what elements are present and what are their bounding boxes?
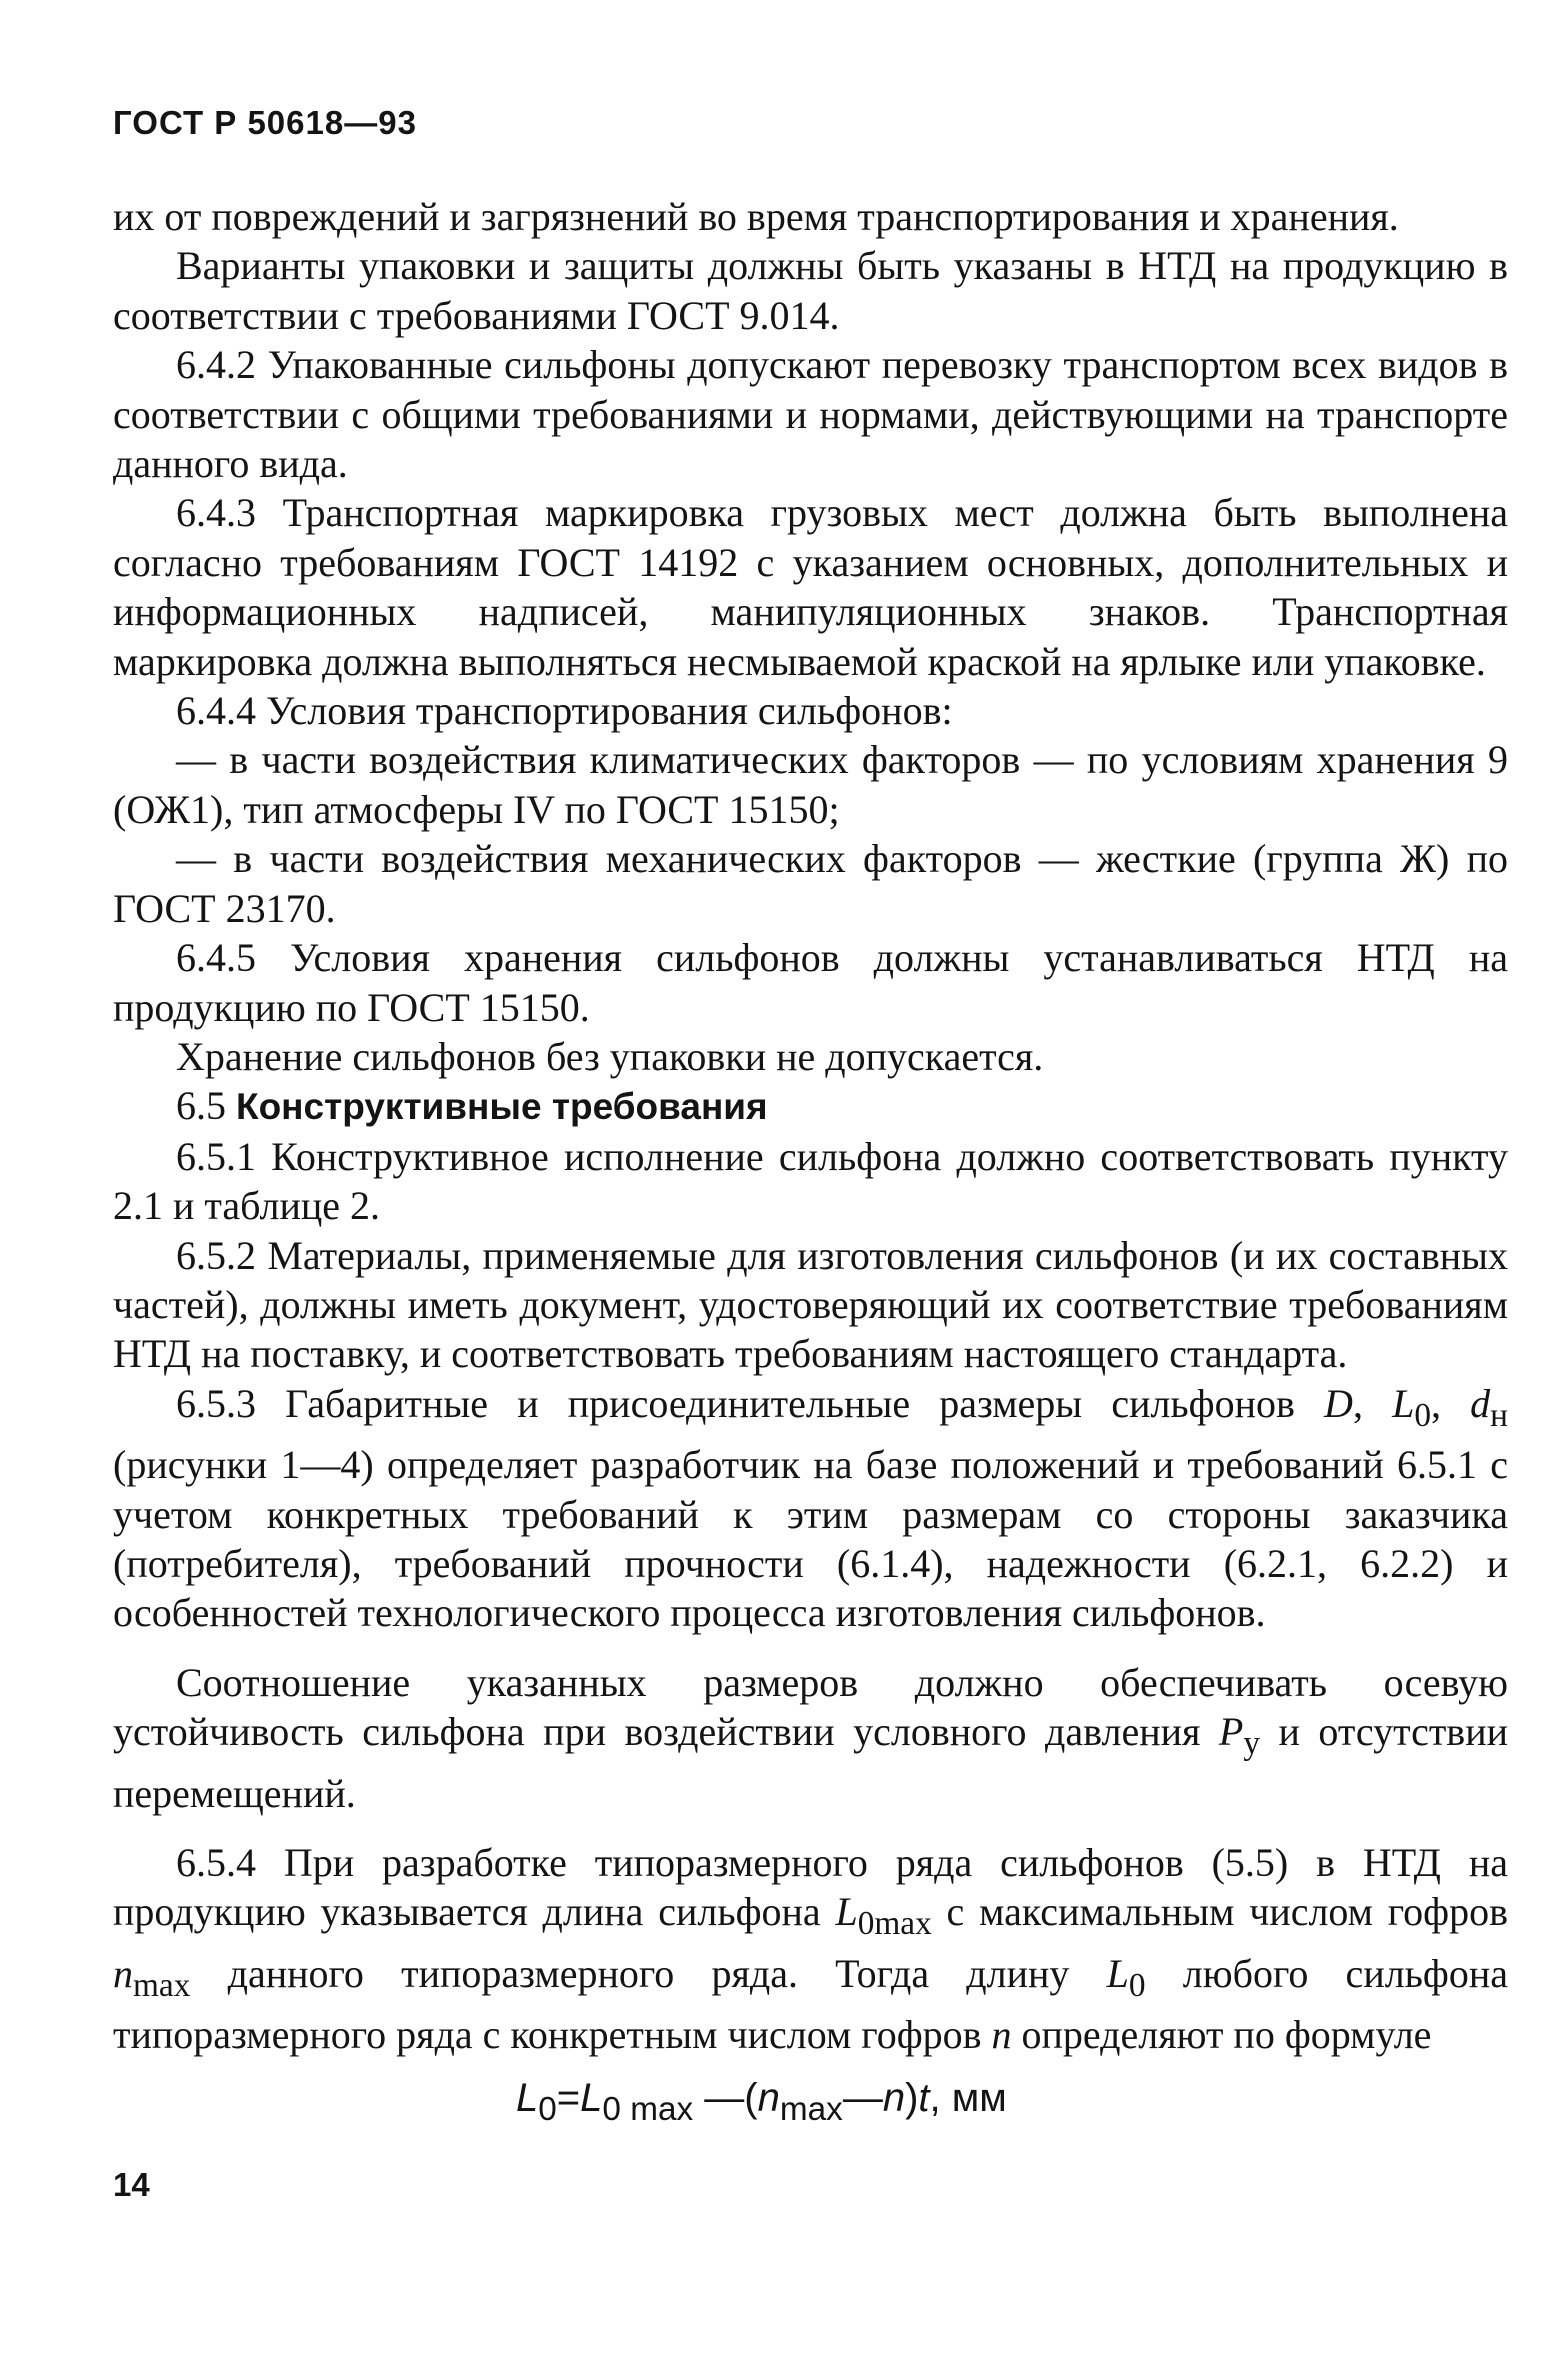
text-run: и отсутствии перемещений. (113, 1709, 1509, 1816)
page-number: 14 (113, 2166, 150, 2203)
operator: — (842, 2075, 883, 2120)
paragraph: 6.5.2 Материалы, применяемые для изготовления сильфонов (и их составных частей), должны иметь документ, удостоверяющий их соответствие требованиям НТД на поставку, и соответствовать требованиям настоящего стандарта. (113, 1232, 1508, 1377)
symbol: n (757, 2075, 780, 2120)
paragraph: 6.4.4 Условия транспортирования сильфонов: (176, 688, 953, 734)
symbol: n (113, 1950, 133, 1996)
text-run: данного типоразмерного ряда. Тогда длину (190, 1950, 1107, 1996)
paragraph (113, 1379, 1508, 1638)
paragraph: Хранение сильфонов без упаковки не допускается. (176, 1033, 1044, 1079)
symbol: L (1106, 1950, 1129, 1996)
operator: = (556, 2075, 581, 2120)
symbol: d (1470, 1380, 1491, 1426)
subscript: 0 (1128, 1966, 1146, 2004)
symbol: L (1392, 1380, 1415, 1426)
subscript: y (1243, 1725, 1261, 1763)
paragraph (113, 1658, 1508, 1818)
formula (113, 2074, 1508, 2134)
operator: —( (693, 2075, 758, 2120)
text-run: определяют по формуле (1011, 2012, 1432, 2058)
paragraph: Варианты упаковки и защиты должны быть указаны в НТД на продукцию в соответствии с требованиями ГОСТ 9.014. (113, 243, 1508, 338)
symbol: L (835, 1889, 858, 1935)
subscript: 0 max (602, 2090, 694, 2128)
symbol: n (882, 2075, 906, 2120)
list-item: — в части воздействия климатических факторов — по условиям хранения 9 (ОЖ1), тип атмосферы IV по ГОСТ 15150; (113, 737, 1508, 832)
paragraph: их от повреждений и загрязнений во время транспортирования и хранения. (113, 194, 1399, 239)
subscript: 0 (538, 2090, 557, 2128)
section-title: Конструктивные требования (236, 1086, 768, 1128)
operator: ) (905, 2075, 919, 2120)
document-header: ГОСТ Р 50618—93 (113, 104, 417, 141)
text-run: (рисунки 1—4) определяет разработчик на базе положений и требований 6.5.1 с учетом конкретных требований к этим размерам со стороны заказчика (потребителя), требований прочности (6.1.4), надежности (6.2.1, 6.2.2) и особенностей технологического процесса изготовления сильфонов. (113, 1442, 1508, 1636)
list-item: — в части воздействия механических факторов — жесткие (группа Ж) по ГОСТ 23170. (113, 836, 1508, 931)
text-run: 6.5.3 Габаритные и присоединительные размеры сильфонов (176, 1380, 1325, 1426)
paragraph: 6.5.1 Конструктивное исполнение сильфона должно соответствовать пункту 2.1 и таблице 2. (113, 1133, 1508, 1229)
symbol: D (1324, 1380, 1353, 1426)
symbol: n (991, 2012, 1012, 2058)
paragraph: 6.4.5 Условия хранения сильфонов должны устанавливаться НТД на продукцию по ГОСТ 15150. (113, 935, 1508, 1030)
text-run: с максимальным числом гофров (931, 1889, 1508, 1935)
symbol: L (580, 2075, 603, 2120)
text-run: , (1431, 1380, 1471, 1426)
symbol: t (918, 2075, 930, 2120)
text-run: 6.5.4 При разработке типоразмерного ряда сильфонов (5.5) в НТД на продукцию указывается длина сильфона (113, 1840, 1508, 1935)
paragraph: 6.4.2 Упакованные сильфоны допускают перевозку транспортом всех видов в соответствии с общими требованиями и нормами, действующими на транспорте данного вида. (113, 342, 1508, 487)
paragraph: 6.4.3 Транспортная маркировка грузовых мест должна быть выполнена согласно требованиям ГОСТ 14192 с указанием основных, дополнительных и информационных надписей, манипуляционных знаков. Транспортная маркировка должна выполняться несмываемой краской на ярлыке или упаковке. (113, 490, 1508, 684)
subscript: max (779, 2090, 843, 2128)
section-number: 6.5 (176, 1083, 226, 1129)
symbol: P (1218, 1709, 1244, 1755)
symbol: L (516, 2075, 539, 2120)
subscript: 0max (857, 1905, 932, 1943)
text-run: Соотношение указанных размеров должно обеспечивать осевую устойчивость сильфона при воздействии условного давления (113, 1659, 1508, 1755)
subscript: max (133, 1966, 191, 2004)
subscript: 0 (1414, 1396, 1432, 1434)
text-run: , (1352, 1380, 1393, 1426)
text-run: любого сильфона типоразмерного ряда с конкретным числом гофров (113, 1950, 1508, 2058)
subscript: н (1490, 1396, 1509, 1434)
section-heading (113, 1081, 1508, 1131)
paragraph (113, 1838, 1508, 2060)
body-text (113, 192, 1508, 2134)
unit-label: , мм (929, 2075, 1007, 2120)
